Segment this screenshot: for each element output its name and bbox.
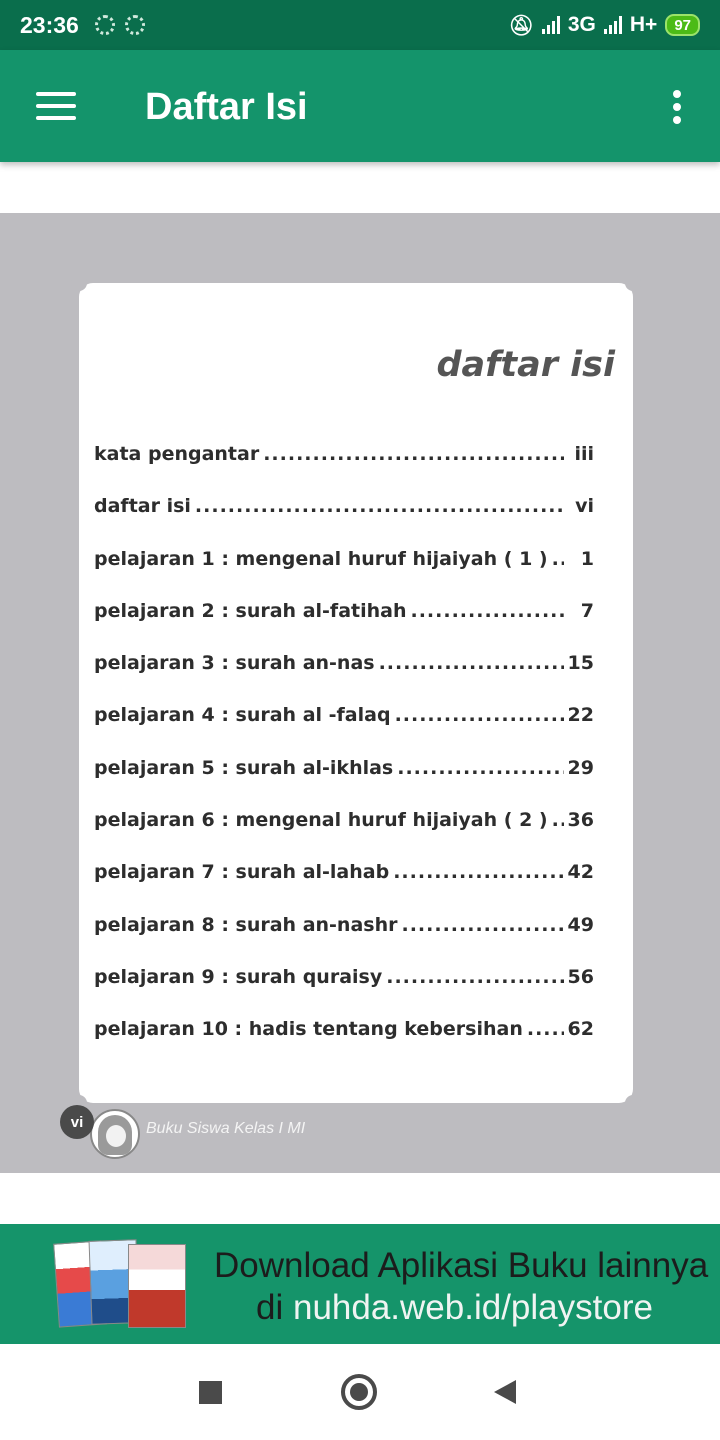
banner-url[interactable]: nuhda.web.id/playstore bbox=[292, 1288, 653, 1327]
toc-item-page: 62 bbox=[567, 1018, 594, 1041]
toc-item-page: iii bbox=[574, 443, 594, 465]
battery-level: 97 bbox=[674, 16, 691, 34]
toc-item-label: pelajaran 1 : mengenal huruf hijaiyah ( 1 ) bbox=[94, 547, 548, 570]
toc-item-page: 7 bbox=[580, 599, 594, 622]
toc-list bbox=[94, 443, 594, 1071]
toc-item bbox=[94, 704, 594, 756]
signal-icon bbox=[542, 16, 560, 34]
toc-item bbox=[94, 809, 594, 861]
status-time: 23:36 bbox=[20, 11, 79, 38]
network-type-2: H+ bbox=[629, 13, 658, 36]
network-type-1: 3G bbox=[567, 13, 596, 36]
more-vert-icon[interactable] bbox=[672, 90, 682, 124]
download-banner[interactable] bbox=[0, 1224, 720, 1344]
toc-item bbox=[94, 548, 594, 600]
toc-item bbox=[94, 1018, 594, 1070]
banner-subline bbox=[256, 1288, 653, 1328]
toc-item bbox=[94, 495, 594, 547]
toc-item-label: pelajaran 8 : surah an-nashr bbox=[94, 913, 398, 936]
home-circle-icon[interactable] bbox=[341, 1374, 377, 1410]
toc-item bbox=[94, 861, 594, 913]
signal-icon bbox=[604, 16, 622, 34]
toc-item-page: 36 bbox=[567, 809, 594, 832]
toc-item bbox=[94, 757, 594, 809]
toc-item-label: pelajaran 9 : surah quraisy bbox=[94, 965, 383, 988]
bell-off-icon: 🔕︎ bbox=[508, 14, 534, 37]
toc-item-page: 29 bbox=[567, 756, 594, 779]
back-triangle-icon[interactable] bbox=[494, 1380, 516, 1404]
status-indicators bbox=[508, 13, 700, 38]
notification-dot-icon bbox=[95, 15, 115, 35]
toc-item bbox=[94, 914, 594, 966]
toc-item-label: pelajaran 2 : surah al-fatihah bbox=[94, 599, 407, 622]
toc-item-label: pelajaran 10 : hadis tentang kebersihan bbox=[94, 1018, 523, 1041]
toc-heading: daftar isi bbox=[436, 345, 615, 385]
banner-headline: Download Aplikasi Buku lainnya bbox=[214, 1246, 709, 1285]
toc-item-label: pelajaran 3 : surah an-nas bbox=[94, 652, 375, 675]
toc-item-page: 56 bbox=[567, 965, 594, 988]
system-nav-bar bbox=[0, 1344, 720, 1440]
toc-item-page: 1 bbox=[580, 547, 594, 570]
recents-square-icon[interactable] bbox=[199, 1381, 222, 1404]
toc-item bbox=[94, 600, 594, 652]
mascot-illustration bbox=[90, 1109, 140, 1159]
toc-item-label: kata pengantar bbox=[94, 443, 260, 465]
toc-item-page: 15 bbox=[567, 652, 594, 675]
app-bar bbox=[0, 50, 720, 162]
book-cover-image bbox=[128, 1244, 186, 1328]
toc-item-label: pelajaran 4 : surah al -falaq bbox=[94, 704, 391, 727]
status-bar bbox=[0, 0, 720, 50]
battery-icon bbox=[665, 14, 700, 36]
toc-item-label: daftar isi bbox=[94, 495, 191, 518]
toc-item bbox=[94, 443, 594, 495]
toc-item-label: pelajaran 7 : surah al-lahab bbox=[94, 861, 390, 884]
toc-item-page: 42 bbox=[567, 861, 594, 884]
page-number-badge: vi bbox=[60, 1105, 94, 1139]
toc-item-page: 22 bbox=[567, 704, 594, 727]
toc-item bbox=[94, 652, 594, 704]
toc-item-label: pelajaran 6 : mengenal huruf hijaiyah ( 2 ) bbox=[94, 809, 548, 832]
toc-item-label: pelajaran 5 : surah al-ikhlas bbox=[94, 756, 394, 779]
toc-item-page: 49 bbox=[567, 913, 594, 936]
page-viewer[interactable] bbox=[0, 213, 720, 1173]
toc-item-page: vi bbox=[575, 495, 594, 518]
banner-prefix: di bbox=[256, 1288, 284, 1327]
notification-dot-icon bbox=[125, 15, 145, 35]
book-page bbox=[79, 283, 633, 1103]
page-title: Daftar Isi bbox=[145, 86, 308, 128]
book-label: Buku Siswa Kelas I MI bbox=[146, 1120, 306, 1137]
page-footer bbox=[60, 1105, 460, 1165]
toc-item bbox=[94, 966, 594, 1018]
hamburger-menu-icon[interactable] bbox=[36, 92, 76, 120]
